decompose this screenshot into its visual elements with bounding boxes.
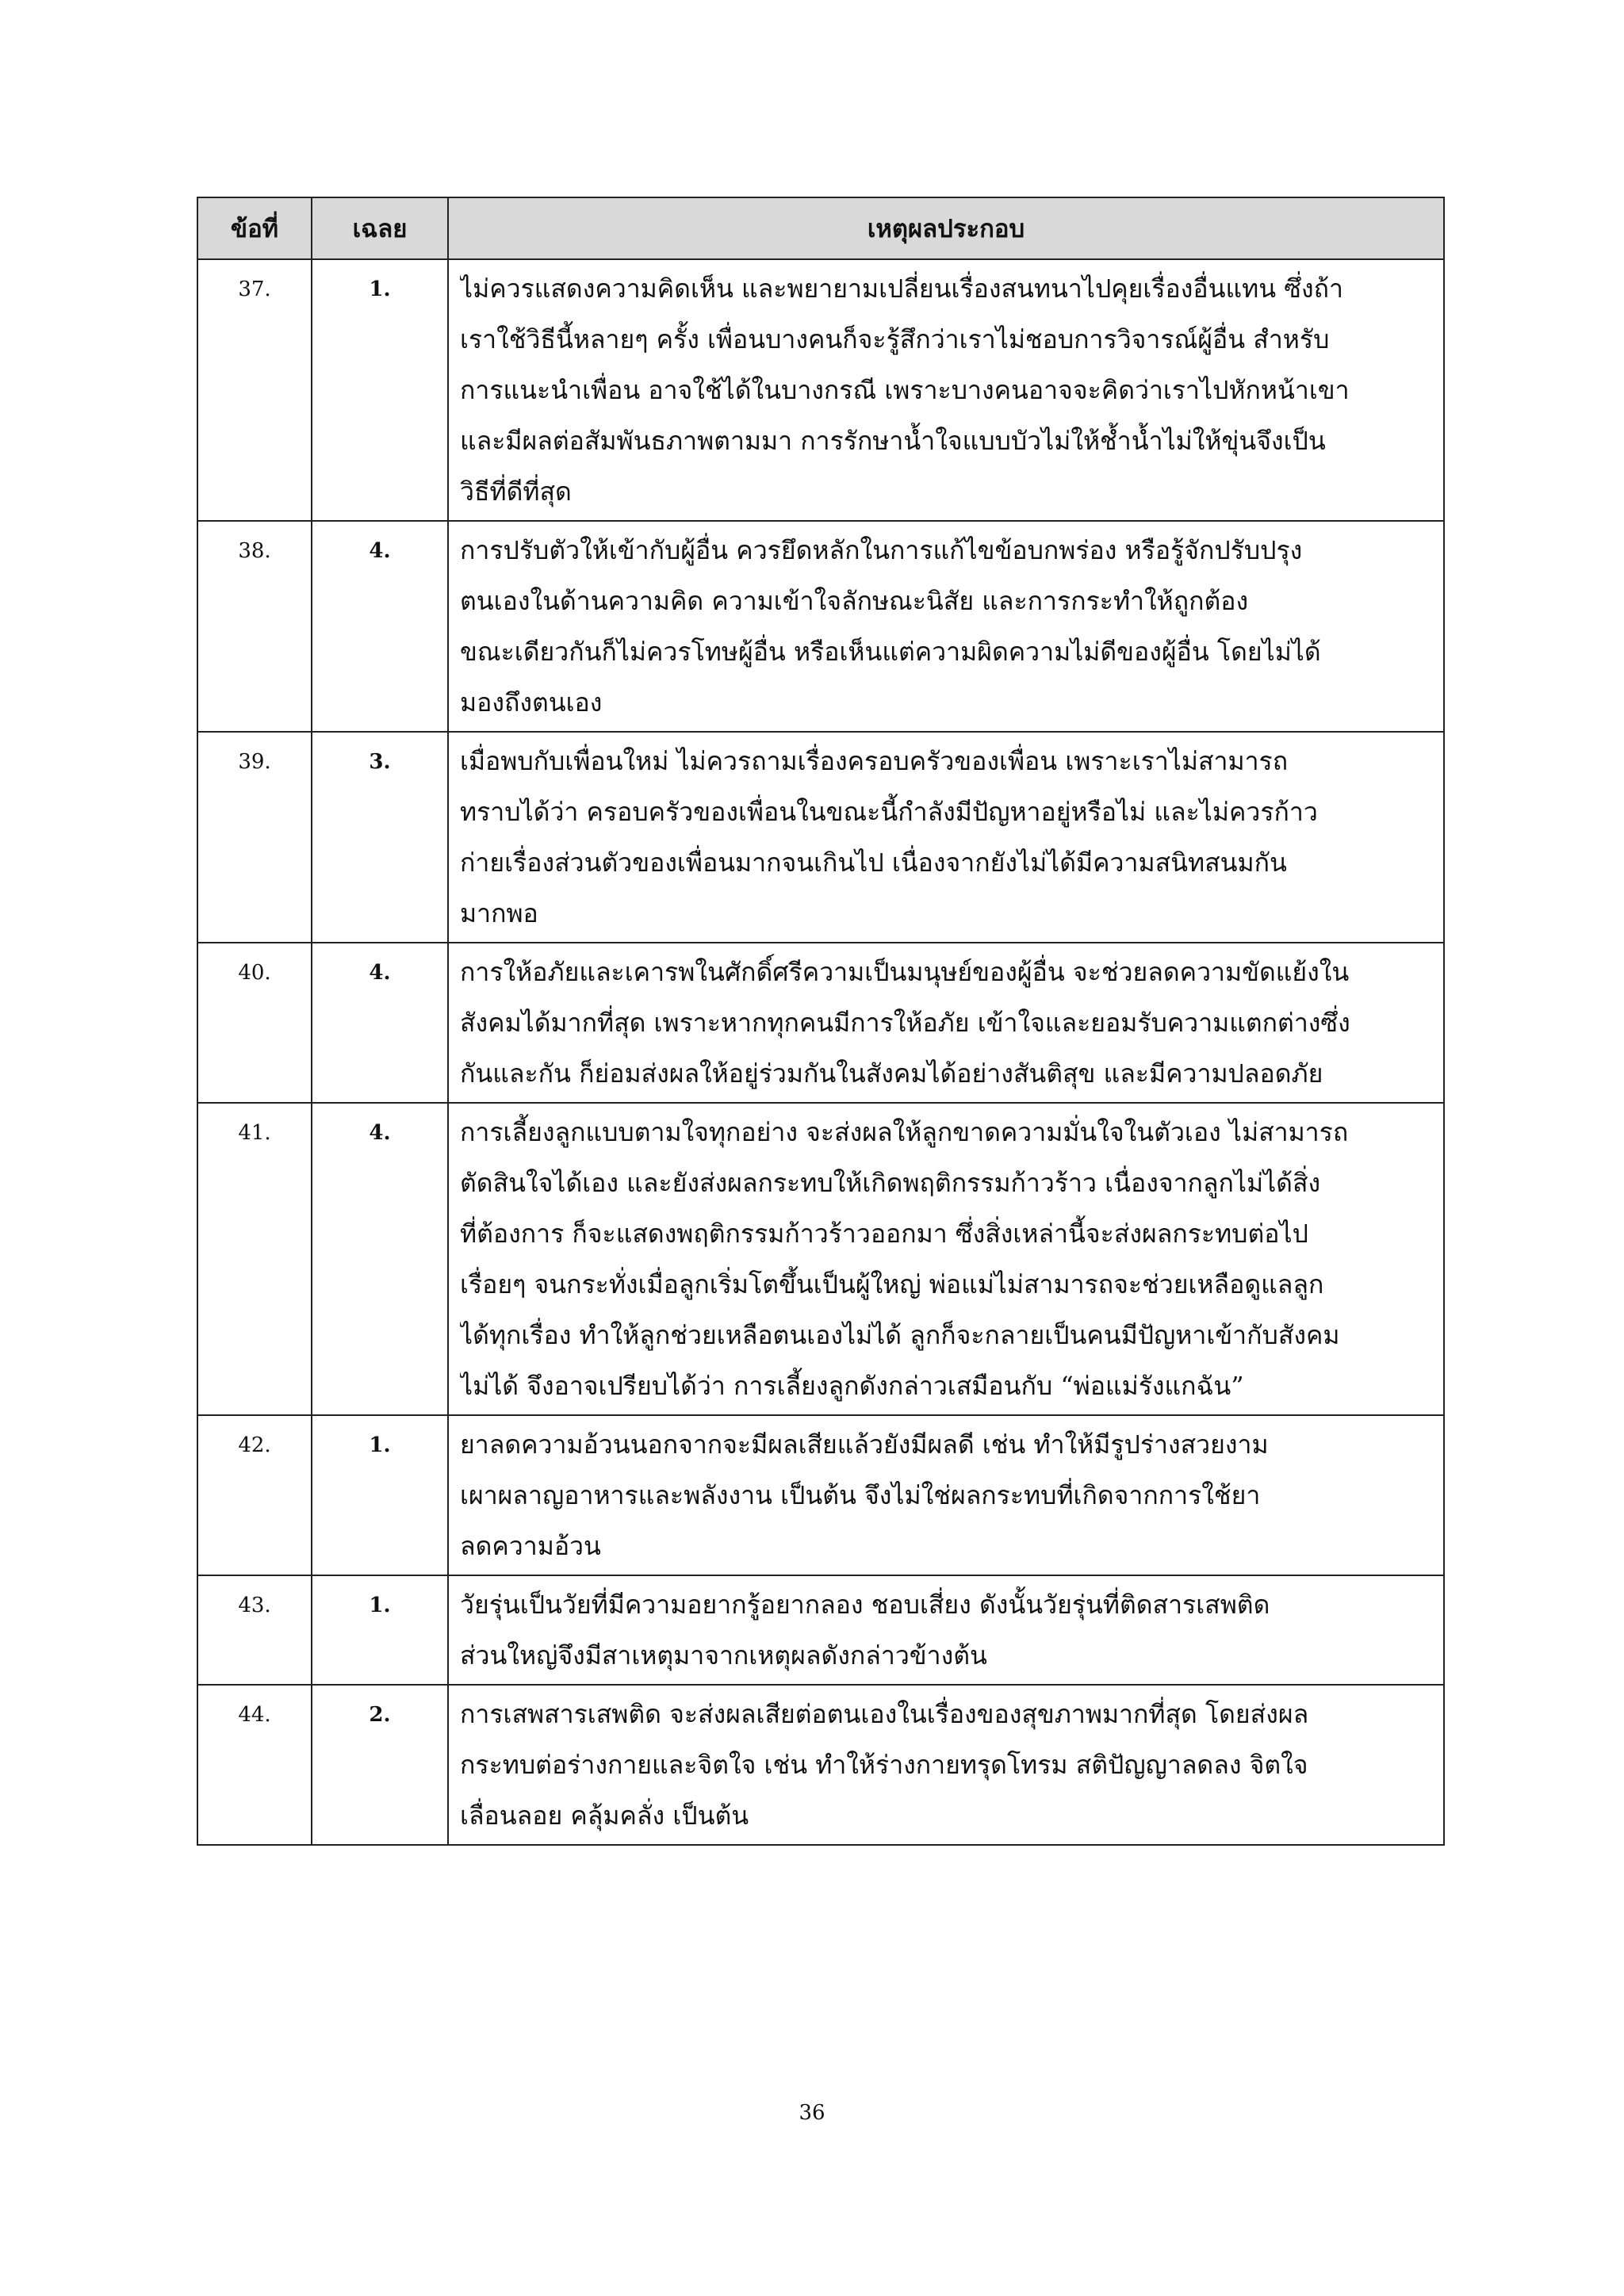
reason-line: การให้อภัยและเคารพในศักดิ์ศรีความเป็นมนุษย์ของผู้อื่น จะช่วยลดความขัดแย้งใน: [460, 957, 1350, 987]
table-row: [197, 521, 1444, 732]
question-number: 39.: [197, 732, 312, 943]
reason-line: การเสพสารเสพติด จะส่งผลเสียต่อตนเองในเรื่องของสุขภาพมากที่สุด โดยส่งผล: [460, 1699, 1309, 1729]
reason-line: กระทบต่อร่างกายและจิตใจ เช่น ทำให้ร่างกายทรุดโทรม สติปัญญาลดลง จิตใจ: [460, 1750, 1308, 1780]
question-number: 40.: [197, 943, 312, 1103]
reason-line: ส่วนใหญ่จึงมีสาเหตุมาจากเหตุผลดังกล่าวข้างต้น: [460, 1640, 987, 1670]
table-body: [197, 259, 1444, 1845]
header-reason: เหตุผลประกอบ: [448, 197, 1444, 259]
reason-line: เราใช้วิธีนี้หลายๆ ครั้ง เพื่อนบางคนก็จะรู้สึกว่าเราไม่ชอบการวิจารณ์ผู้อื่น สำหรับ: [460, 324, 1330, 354]
page-number: 36: [799, 2101, 825, 2125]
reason-text: [448, 1415, 1444, 1575]
reason-line: การแนะนำเพื่อน อาจใช้ได้ในบางกรณี เพราะบางคนอาจจะคิดว่าเราไปหักหน้าเขา: [460, 375, 1350, 405]
table-row: [197, 1103, 1444, 1415]
reason-line: ตนเองในด้านความคิด ความเข้าใจลักษณะนิสัย และการกระทำให้ถูกต้อง: [460, 586, 1249, 616]
answer-choice: 4.: [312, 521, 448, 732]
answer-choice: 2.: [312, 1685, 448, 1845]
reason-text: [448, 943, 1444, 1103]
reason-line: ทราบได้ว่า ครอบครัวของเพื่อนในขณะนี้กำลังมีปัญหาอยู่หรือไม่ และไม่ควรก้าว: [460, 797, 1318, 827]
table-row: [197, 943, 1444, 1103]
reason-line: ได้ทุกเรื่อง ทำให้ลูกช่วยเหลือตนเองไม่ได้ ลูกก็จะกลายเป็นคนมีปัญหาเข้ากับสังคม: [460, 1320, 1340, 1350]
answer-choice: 1.: [312, 1575, 448, 1685]
reason-line: วิธีที่ดีที่สุด: [460, 476, 572, 507]
reason-line: สังคมได้มากที่สุด เพราะหากทุกคนมีการให้อภัย เข้าใจและยอมรับความแตกต่างซึ่ง: [460, 1008, 1350, 1038]
reason-text: [448, 1575, 1444, 1685]
reason-text: [448, 732, 1444, 943]
answer-choice: 3.: [312, 732, 448, 943]
reason-line: เลื่อนลอย คลุ้มคลั่ง เป็นต้น: [460, 1800, 749, 1831]
answer-choice: 1.: [312, 259, 448, 521]
reason-line: ขณะเดียวกันก็ไม่ควรโทษผู้อื่น หรือเห็นแต่ความผิดความไม่ดีของผู้อื่น โดยไม่ได้: [460, 637, 1321, 667]
header-number: ข้อที่: [197, 197, 312, 259]
reason-line: ตัดสินใจได้เอง และยังส่งผลกระทบให้เกิดพฤติกรรมก้าวร้าว เนื่องจากลูกไม่ได้สิ่ง: [460, 1168, 1321, 1198]
reason-line: ที่ต้องการ ก็จะแสดงพฤติกรรมก้าวร้าวออกมา ซึ่งสิ่งเหล่านี้จะส่งผลกระทบต่อไป: [460, 1219, 1308, 1249]
table-row: [197, 1575, 1444, 1685]
reason-text: [448, 521, 1444, 732]
reason-text: [448, 259, 1444, 521]
answer-choice: 4.: [312, 1103, 448, 1415]
table-row: [197, 1415, 1444, 1575]
table-header: [197, 197, 1444, 259]
table-row: [197, 1685, 1444, 1845]
question-number: 38.: [197, 521, 312, 732]
header-row: [197, 197, 1444, 259]
header-answer: เฉลย: [312, 197, 448, 259]
answer-key-table: [197, 197, 1445, 1846]
table-row: [197, 259, 1444, 521]
question-number: 43.: [197, 1575, 312, 1685]
answer-choice: 1.: [312, 1415, 448, 1575]
reason-line: กันและกัน ก็ย่อมส่งผลให้อยู่ร่วมกันในสังคมได้อย่างสันติสุข และมีความปลอดภัย: [460, 1058, 1323, 1089]
question-number: 42.: [197, 1415, 312, 1575]
answer-choice: 4.: [312, 943, 448, 1103]
reason-line: เผาผลาญอาหารและพลังงาน เป็นต้น จึงไม่ใช่ผลกระทบที่เกิดจากการใช้ยา: [460, 1480, 1261, 1510]
reason-line: เมื่อพบกับเพื่อนใหม่ ไม่ควรถามเรื่องครอบครัวของเพื่อน เพราะเราไม่สามารถ: [460, 746, 1289, 776]
reason-line: การเลี้ยงลูกแบบตามใจทุกอย่าง จะส่งผลให้ลูกขาดความมั่นใจในตัวเอง ไม่สามารถ: [460, 1117, 1349, 1147]
reason-line: และมีผลต่อสัมพันธภาพตามมา การรักษาน้ำใจแบบบัวไม่ให้ช้ำน้ำไม่ให้ขุ่นจึงเป็น: [460, 426, 1326, 456]
reason-text: [448, 1103, 1444, 1415]
question-number: 44.: [197, 1685, 312, 1845]
reason-text: [448, 1685, 1444, 1845]
reason-line: การปรับตัวให้เข้ากับผู้อื่น ควรยึดหลักในการแก้ไขข้อบกพร่อง หรือรู้จักปรับปรุง: [460, 535, 1303, 565]
question-number: 37.: [197, 259, 312, 521]
reason-line: ก่ายเรื่องส่วนตัวของเพื่อนมากจนเกินไป เนื่องจากยังไม่ได้มีความสนิทสนมกัน: [460, 848, 1287, 878]
reason-line: มากพอ: [460, 898, 538, 928]
reason-line: วัยรุ่นเป็นวัยที่มีความอยากรู้อยากลอง ชอบเสี่ยง ดังนั้นวัยรุ่นที่ติดสารเสพติด: [460, 1590, 1270, 1620]
reason-line: ลดความอ้วน: [460, 1531, 601, 1561]
reason-line: ไม่ควรแสดงความคิดเห็น และพยายามเปลี่ยนเรื่องสนทนาไปคุยเรื่องอื่นแทน ซึ่งถ้า: [460, 274, 1343, 304]
reason-line: ไม่ได้ จึงอาจเปรียบได้ว่า การเลี้ยงลูกดังกล่าวเสมือนกับ “พ่อแม่รังแกฉัน”: [460, 1371, 1244, 1401]
reason-line: มองถึงตนเอง: [460, 687, 603, 718]
reason-line: ยาลดความอ้วนนอกจากจะมีผลเสียแล้วยังมีผลดี เช่น ทำให้มีรูปร่างสวยงาม: [460, 1429, 1269, 1460]
reason-line: เรื่อยๆ จนกระทั่งเมื่อลูกเริ่มโตขึ้นเป็นผู้ใหญ่ พ่อแม่ไม่สามารถจะช่วยเหลือดูแลลูก: [460, 1269, 1324, 1299]
question-number: 41.: [197, 1103, 312, 1415]
table-row: [197, 732, 1444, 943]
